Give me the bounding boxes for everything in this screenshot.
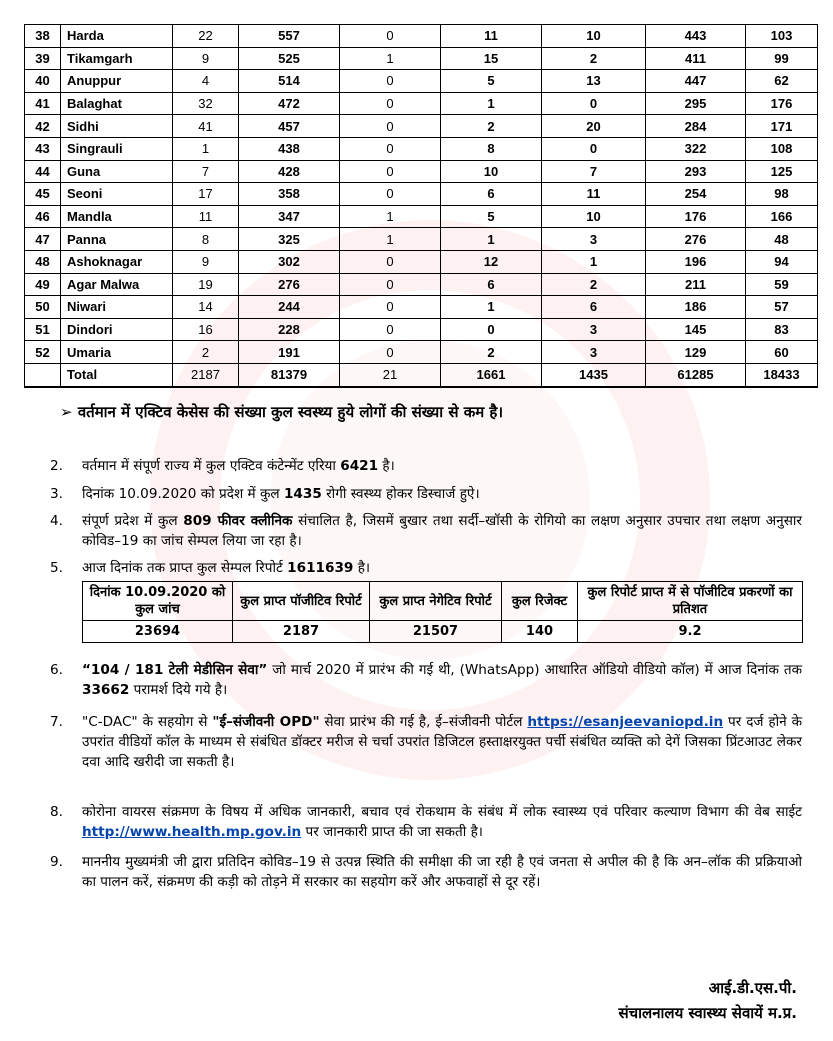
table-cell: 176 [646, 205, 746, 228]
table-cell: 8 [173, 228, 239, 251]
table-cell: 276 [646, 228, 746, 251]
table-cell: 48 [746, 228, 818, 251]
table-row [25, 228, 818, 251]
table-cell: 99 [746, 47, 818, 70]
table-cell: 14 [173, 296, 239, 319]
district-name-cell: Dindori [61, 318, 173, 341]
table-cell: 2 [173, 341, 239, 364]
sample-value-cell: 140 [502, 621, 578, 643]
table-cell: 57 [746, 296, 818, 319]
table-cell: 514 [239, 70, 340, 93]
table-cell: 11 [542, 183, 646, 206]
table-cell: 0 [340, 70, 441, 93]
table-cell: 38 [25, 25, 61, 48]
table-row [25, 183, 818, 206]
district-name-cell: Seoni [61, 183, 173, 206]
table-cell: 1661 [441, 363, 542, 386]
table-cell [25, 363, 61, 386]
table-cell: 47 [25, 228, 61, 251]
table-cell: 20 [542, 115, 646, 138]
table-row [25, 205, 818, 228]
table-cell: 228 [239, 318, 340, 341]
table-cell: 322 [646, 137, 746, 160]
table-cell: 457 [239, 115, 340, 138]
table-cell: 0 [340, 318, 441, 341]
table-cell: 83 [746, 318, 818, 341]
list-item-text: आज दिनांक तक प्राप्त कुल सेम्पल रिपोर्ट 1611639 है। [82, 560, 371, 576]
table-cell: 254 [646, 183, 746, 206]
list-item-number: 9. [50, 854, 63, 870]
table-cell: 145 [646, 318, 746, 341]
signature-line-2: संचालनालय स्वास्थ्य सेवायें म.प्र. [618, 1004, 797, 1022]
table-cell: 17 [173, 183, 239, 206]
table-cell: 60 [746, 341, 818, 364]
table-cell: 41 [25, 92, 61, 115]
table-cell: 98 [746, 183, 818, 206]
table-cell: 6 [441, 273, 542, 296]
district-name-cell: Sidhi [61, 115, 173, 138]
district-name-cell: Balaghat [61, 92, 173, 115]
table-cell: 1 [340, 205, 441, 228]
table-cell: 0 [340, 137, 441, 160]
sample-value-cell: 23694 [83, 621, 233, 643]
table-cell: 50 [25, 296, 61, 319]
table-cell: 22 [173, 25, 239, 48]
district-name-cell: Mandla [61, 205, 173, 228]
table-cell: 6 [542, 296, 646, 319]
table-cell: 19 [173, 273, 239, 296]
table-cell: 49 [25, 273, 61, 296]
table-cell: 171 [746, 115, 818, 138]
table-cell: 1 [173, 137, 239, 160]
table-cell: 3 [542, 341, 646, 364]
list-item-text: “104 / 181 टेली मेडीसिन सेवा” जो मार्च 2020 में प्रारंभ की गई थी, (WhatsApp) आधारित ऑडियो वीडियो कॉल) में आज दिनांक तक 33662 परामर्श दिये गये है। [82, 662, 803, 698]
table-cell: 176 [746, 92, 818, 115]
table-cell: 447 [646, 70, 746, 93]
list-item-number: 4. [50, 513, 63, 529]
table-cell: 276 [239, 273, 340, 296]
table-cell: 103 [746, 25, 818, 48]
district-name-cell: Umaria [61, 341, 173, 364]
table-cell: 10 [441, 160, 542, 183]
table-cell: 211 [646, 273, 746, 296]
table-cell: 52 [25, 341, 61, 364]
table-cell: 108 [746, 137, 818, 160]
table-cell: 41 [173, 115, 239, 138]
table-row [25, 47, 818, 70]
table-cell: 1435 [542, 363, 646, 386]
sample-header-cell: कुल प्राप्त नेगेटिव रिपोर्ट [370, 582, 502, 621]
table-cell: 2 [542, 47, 646, 70]
district-name-cell: Guna [61, 160, 173, 183]
table-cell: 59 [746, 273, 818, 296]
list-item-number: 5. [50, 560, 63, 576]
district-table [24, 24, 818, 388]
table-cell: 4 [173, 70, 239, 93]
table-cell: 81379 [239, 363, 340, 386]
table-cell: 10 [542, 25, 646, 48]
table-cell: 18433 [746, 363, 818, 386]
list-item-number: 6. [50, 662, 63, 678]
table-row [25, 296, 818, 319]
table-cell: 302 [239, 250, 340, 273]
sample-header-cell: कुल रिपोर्ट प्राप्त में से पॉजीटिव प्रकरणों का प्रतिशत [578, 582, 803, 621]
district-name-cell: Harda [61, 25, 173, 48]
sample-header-cell: दिनांक 10.09.2020 को कुल जांच [83, 582, 233, 621]
table-cell: 6 [441, 183, 542, 206]
table-cell: 186 [646, 296, 746, 319]
table-cell: 0 [340, 92, 441, 115]
district-name-cell: Niwari [61, 296, 173, 319]
table-cell: 11 [173, 205, 239, 228]
active-cases-note [60, 402, 503, 422]
table-cell: 9 [173, 47, 239, 70]
table-cell: 8 [441, 137, 542, 160]
table-cell: 166 [746, 205, 818, 228]
table-cell: 0 [340, 341, 441, 364]
table-cell: 293 [646, 160, 746, 183]
table-cell: 0 [441, 318, 542, 341]
sample-table-value-row [83, 621, 803, 643]
list-item-number: 7. [50, 714, 63, 730]
table-cell: 295 [646, 92, 746, 115]
table-row [25, 160, 818, 183]
table-cell: 10 [542, 205, 646, 228]
table-row [25, 70, 818, 93]
total-row [25, 363, 818, 386]
table-row [25, 137, 818, 160]
table-cell: 3 [542, 228, 646, 251]
table-cell: 1 [441, 296, 542, 319]
table-cell: 15 [441, 47, 542, 70]
table-cell: 472 [239, 92, 340, 115]
sample-table-header-row [83, 582, 803, 621]
arrow-bullet-icon: ➢ [60, 403, 73, 421]
sample-header-cell: कुल प्राप्त पॉजीटिव रिपोर्ट [233, 582, 370, 621]
table-cell: 61285 [646, 363, 746, 386]
table-cell: 1 [340, 228, 441, 251]
district-name-cell: Total [61, 363, 173, 386]
table-row [25, 25, 818, 48]
signature-line-1: आई.डी.एस.पी. [708, 979, 797, 997]
table-cell: 525 [239, 47, 340, 70]
sample-value-cell: 2187 [233, 621, 370, 643]
district-name-cell: Ashoknagar [61, 250, 173, 273]
table-cell: 21 [340, 363, 441, 386]
list-item-number: 3. [50, 486, 63, 502]
table-row [25, 115, 818, 138]
table-cell: 11 [441, 25, 542, 48]
table-cell: 129 [646, 341, 746, 364]
list-item-number: 2. [50, 458, 63, 474]
table-cell: 3 [542, 318, 646, 341]
district-name-cell: Panna [61, 228, 173, 251]
table-row [25, 250, 818, 273]
table-cell: 358 [239, 183, 340, 206]
table-cell: 5 [441, 70, 542, 93]
table-cell: 62 [746, 70, 818, 93]
table-cell: 0 [340, 25, 441, 48]
sample-report-table [82, 581, 803, 643]
table-cell: 0 [340, 183, 441, 206]
table-cell: 1 [441, 228, 542, 251]
table-cell: 43 [25, 137, 61, 160]
table-cell: 45 [25, 183, 61, 206]
table-cell: 42 [25, 115, 61, 138]
sample-header-cell: कुल रिजेक्ट [502, 582, 578, 621]
table-cell: 428 [239, 160, 340, 183]
table-cell: 5 [441, 205, 542, 228]
table-cell: 32 [173, 92, 239, 115]
table-cell: 0 [542, 137, 646, 160]
table-cell: 2187 [173, 363, 239, 386]
table-cell: 347 [239, 205, 340, 228]
district-name-cell: Singrauli [61, 137, 173, 160]
table-cell: 39 [25, 47, 61, 70]
table-cell: 46 [25, 205, 61, 228]
table-cell: 196 [646, 250, 746, 273]
table-cell: 16 [173, 318, 239, 341]
table-cell: 557 [239, 25, 340, 48]
table-cell: 48 [25, 250, 61, 273]
table-cell: 1 [441, 92, 542, 115]
table-cell: 191 [239, 341, 340, 364]
table-cell: 0 [340, 273, 441, 296]
table-cell: 411 [646, 47, 746, 70]
district-name-cell: Anuppur [61, 70, 173, 93]
list-item-number: 8. [50, 804, 63, 820]
active-cases-note-text: वर्तमान में एक्टिव केसेस की संख्या कुल स्वस्थ्य हुये लोगों की संख्या से कम है। [77, 403, 504, 421]
table-cell: 1 [542, 250, 646, 273]
table-cell: 438 [239, 137, 340, 160]
table-cell: 2 [441, 341, 542, 364]
table-cell: 7 [173, 160, 239, 183]
table-cell: 125 [746, 160, 818, 183]
list-item-text: संपूर्ण प्रदेश में कुल 809 फीवर क्लीनिक संचालित है, जिसमें बुखार तथा सर्दी–खॉसी के रोगियो का लक्षण अनुसार उपचार तथा लक्षण अनुसार कोविड–19 का जांच सेम्पल लिया जा रहा है। [82, 513, 802, 549]
list-item-text: "C-DAC" के सहयोग से "ई–संजीवनी OPD" सेवा प्रारंभ की गई है, ई–संजीवनी पोर्टल https://esanjeevaniopd.in पर दर्ज होने के उपरांत वीडियों कॉल के माध्यम से संबंधित डॉक्टर मरीज से चर्चा उपरांत डिजिटल हस्ताक्षरयुक्त पर्ची संबंधित व्यक्ति को देगें जिसका प्रिंटआउट लेकर दवा आदि खरीदी जा सकती है। [82, 714, 803, 770]
table-row [25, 273, 818, 296]
table-cell: 0 [340, 296, 441, 319]
table-cell: 1 [340, 47, 441, 70]
esanjeevani-link[interactable]: https://esanjeevaniopd.in [527, 714, 724, 730]
district-name-cell: Tikamgarh [61, 47, 173, 70]
table-cell: 2 [441, 115, 542, 138]
table-cell: 325 [239, 228, 340, 251]
table-row [25, 341, 818, 364]
health-website-link[interactable]: http://www.health.mp.gov.in [82, 824, 302, 840]
table-cell: 0 [340, 115, 441, 138]
table-cell: 51 [25, 318, 61, 341]
table-cell: 284 [646, 115, 746, 138]
sample-value-cell: 21507 [370, 621, 502, 643]
table-cell: 0 [542, 92, 646, 115]
table-cell: 2 [542, 273, 646, 296]
table-cell: 9 [173, 250, 239, 273]
table-cell: 244 [239, 296, 340, 319]
sample-value-cell: 9.2 [578, 621, 803, 643]
table-row [25, 318, 818, 341]
table-cell: 94 [746, 250, 818, 273]
list-item-text: माननीय मुख्यमंत्री जी द्वारा प्रतिदिन कोविड–19 से उत्पन्न स्थिति की समीक्षा की जा रही है एवं जनता से अपील की है कि अन–लॉक की प्रक्रियाओ का पालन करें, संक्रमण की कड़ी को तोड़ने में सरकार का सहयोग करें और अफवाहों से दूर रहें। [82, 854, 802, 890]
table-cell: 40 [25, 70, 61, 93]
list-item-text: कोरोना वायरस संक्रमण के विषय में अधिक जानकारी, बचाव एवं रोकथाम के संबंध में लोक स्वास्थ्य एवं परिवार कल्याण विभाग की वेब साईट http://www.health.mp.gov.in पर जानकारी प्राप्त की जा सकती है। [82, 804, 802, 840]
table-row [25, 92, 818, 115]
table-cell: 443 [646, 25, 746, 48]
table-cell: 44 [25, 160, 61, 183]
table-cell: 7 [542, 160, 646, 183]
list-item-text: वर्तमान में संपूर्ण राज्य में कुल एक्टिव कंटेन्मेंट एरिया 6421 है। [82, 458, 395, 474]
table-cell: 0 [340, 250, 441, 273]
table-cell: 0 [340, 160, 441, 183]
list-item-text: दिनांक 10.09.2020 को प्रदेश में कुल 1435 रोगी स्वस्थ्य होकर डिस्चार्ज हुऐ। [82, 486, 480, 502]
table-cell: 12 [441, 250, 542, 273]
district-name-cell: Agar Malwa [61, 273, 173, 296]
table-cell: 13 [542, 70, 646, 93]
